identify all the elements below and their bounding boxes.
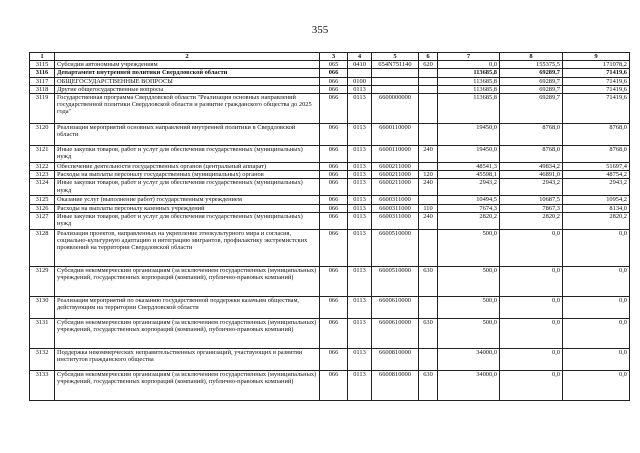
section-code: 0113 bbox=[348, 124, 372, 146]
table-row bbox=[30, 94, 630, 124]
amount-year-3: 0,0 bbox=[563, 348, 630, 370]
row-number: 3126 bbox=[30, 204, 55, 212]
column-header: 8 bbox=[500, 53, 563, 61]
expense-type-code bbox=[419, 85, 438, 93]
amount-year-1: 45598,1 bbox=[438, 171, 500, 179]
column-header: 7 bbox=[438, 53, 500, 61]
amount-year-2: 69289,7 bbox=[500, 69, 563, 77]
row-name: Субсидии некоммерческим организациям (за исключением государственных (муниципальных) учреждений, государственных корпораций (компаний), публично-правовых компаний) bbox=[55, 266, 320, 296]
row-number: 3127 bbox=[30, 212, 55, 229]
row-number: 3120 bbox=[30, 124, 55, 146]
amount-year-2: 2820,2 bbox=[500, 212, 563, 229]
expense-type-code bbox=[419, 196, 438, 204]
amount-year-2: 0,0 bbox=[500, 348, 563, 370]
amount-year-3: 51697,4 bbox=[563, 163, 630, 171]
row-name: Поддержка некоммерческих неправительственных организаций, участвующих в развитии институтов гражданского общества bbox=[55, 348, 320, 370]
target-article-code: 6600810000 bbox=[372, 348, 419, 370]
target-article-code: 6600211000 bbox=[372, 179, 419, 196]
amount-year-1: 113685,8 bbox=[438, 85, 500, 93]
amount-year-1: 19450,0 bbox=[438, 146, 500, 163]
target-article-code: 6600311000 bbox=[372, 196, 419, 204]
ministry-code: 066 bbox=[320, 94, 348, 124]
amount-year-3: 0,0 bbox=[563, 318, 630, 348]
table-row bbox=[30, 196, 630, 204]
row-number: 3131 bbox=[30, 318, 55, 348]
column-header: 3 bbox=[320, 53, 348, 61]
table-row bbox=[30, 212, 630, 229]
amount-year-3: 71419,6 bbox=[563, 77, 630, 85]
amount-year-3: 10954,2 bbox=[563, 196, 630, 204]
section-code: 0113 bbox=[348, 370, 372, 400]
table-row bbox=[30, 370, 630, 400]
amount-year-2: 7867,3 bbox=[500, 204, 563, 212]
amount-year-1: 500,0 bbox=[438, 229, 500, 266]
row-name: Реализация мероприятий основных направлений внутренней политики в Свердловской области bbox=[55, 124, 320, 146]
target-article-code: 6600311000 bbox=[372, 212, 419, 229]
row-number: 3124 bbox=[30, 179, 55, 196]
expense-type-code: 620 bbox=[419, 61, 438, 69]
row-number: 3125 bbox=[30, 196, 55, 204]
row-name: Субсидии некоммерческим организациям (за исключением государственных (муниципальных) учреждений, государственных корпораций (компаний), публично-правовых компаний) bbox=[55, 370, 320, 400]
row-number: 3115 bbox=[30, 61, 55, 69]
target-article-code bbox=[372, 85, 419, 93]
table-row bbox=[30, 318, 630, 348]
amount-year-2: 46891,0 bbox=[500, 171, 563, 179]
table-header-row bbox=[30, 53, 630, 61]
page-number: 355 bbox=[311, 24, 329, 36]
amount-year-1: 19450,0 bbox=[438, 124, 500, 146]
target-article-code: 654N751140 bbox=[372, 61, 419, 69]
expense-type-code bbox=[419, 296, 438, 318]
ministry-code: 066 bbox=[320, 171, 348, 179]
section-code: 0113 bbox=[348, 296, 372, 318]
amount-year-3: 71419,6 bbox=[563, 85, 630, 93]
amount-year-2: 69289,7 bbox=[500, 85, 563, 93]
ministry-code: 066 bbox=[320, 85, 348, 93]
section-code: 0113 bbox=[348, 171, 372, 179]
amount-year-1: 113685,8 bbox=[438, 77, 500, 85]
row-number: 3121 bbox=[30, 146, 55, 163]
table-row bbox=[30, 163, 630, 171]
row-name: Реализация мероприятий по оказанию государственной поддержки казачьим обществам, действующим на территории Свердловской области bbox=[55, 296, 320, 318]
amount-year-1: 2943,2 bbox=[438, 179, 500, 196]
expense-type-code bbox=[419, 77, 438, 85]
table-row bbox=[30, 204, 630, 212]
section-code: 0113 bbox=[348, 146, 372, 163]
amount-year-2: 155375,5 bbox=[500, 61, 563, 69]
amount-year-1: 7674,3 bbox=[438, 204, 500, 212]
target-article-code: 6600510000 bbox=[372, 229, 419, 266]
target-article-code: 6600510000 bbox=[372, 266, 419, 296]
row-name: Субсидии некоммерческим организациям (за исключением государственных (муниципальных) учреждений, государственных корпораций (компаний), публично-правовых компаний) bbox=[55, 318, 320, 348]
table-row bbox=[30, 124, 630, 146]
row-number: 3119 bbox=[30, 94, 55, 124]
amount-year-1: 2820,2 bbox=[438, 212, 500, 229]
expense-type-code: 630 bbox=[419, 370, 438, 400]
row-number: 3117 bbox=[30, 77, 55, 85]
amount-year-2: 10687,5 bbox=[500, 196, 563, 204]
table-row bbox=[30, 61, 630, 69]
target-article-code: 6600610000 bbox=[372, 296, 419, 318]
amount-year-3: 71419,6 bbox=[563, 69, 630, 77]
amount-year-1: 500,0 bbox=[438, 318, 500, 348]
amount-year-1: 48541,3 bbox=[438, 163, 500, 171]
row-name: Обеспечение деятельности государственных органов (центральный аппарат) bbox=[55, 163, 320, 171]
ministry-code: 066 bbox=[320, 204, 348, 212]
row-name: Иные закупки товаров, работ и услуг для обеспечения государственных (муниципальных) нужд bbox=[55, 212, 320, 229]
column-header: 4 bbox=[348, 53, 372, 61]
table-row bbox=[30, 69, 630, 77]
column-header: 5 bbox=[372, 53, 419, 61]
ministry-code: 066 bbox=[320, 196, 348, 204]
column-header: 9 bbox=[563, 53, 630, 61]
target-article-code: 6600810000 bbox=[372, 370, 419, 400]
row-number: 3116 bbox=[30, 69, 55, 77]
row-name: Другие общегосударственные вопросы bbox=[55, 85, 320, 93]
expense-type-code: 120 bbox=[419, 171, 438, 179]
target-article-code: 6600311000 bbox=[372, 204, 419, 212]
ministry-code: 066 bbox=[320, 266, 348, 296]
amount-year-2: 2943,2 bbox=[500, 179, 563, 196]
ministry-code: 066 bbox=[320, 163, 348, 171]
section-code: 0113 bbox=[348, 163, 372, 171]
row-number: 3128 bbox=[30, 229, 55, 266]
amount-year-3: 0,0 bbox=[563, 229, 630, 266]
section-code bbox=[348, 69, 372, 77]
column-header: 6 bbox=[419, 53, 438, 61]
expense-type-code: 240 bbox=[419, 212, 438, 229]
section-code: 0113 bbox=[348, 318, 372, 348]
expense-type-code bbox=[419, 229, 438, 266]
target-article-code: 6600000000 bbox=[372, 94, 419, 124]
section-code: 0113 bbox=[348, 179, 372, 196]
target-article-code: 6600110000 bbox=[372, 124, 419, 146]
section-code: 0113 bbox=[348, 212, 372, 229]
ministry-code: 066 bbox=[320, 212, 348, 229]
ministry-code: 066 bbox=[320, 146, 348, 163]
amount-year-1: 34000,0 bbox=[438, 370, 500, 400]
expense-type-code: 110 bbox=[419, 204, 438, 212]
section-code: 0113 bbox=[348, 85, 372, 93]
expense-type-code: 630 bbox=[419, 318, 438, 348]
target-article-code: 6600211000 bbox=[372, 171, 419, 179]
amount-year-2: 49834,2 bbox=[500, 163, 563, 171]
expense-type-code bbox=[419, 69, 438, 77]
amount-year-1: 500,0 bbox=[438, 266, 500, 296]
expense-type-code bbox=[419, 163, 438, 171]
expense-type-code: 240 bbox=[419, 146, 438, 163]
amount-year-2: 8768,0 bbox=[500, 146, 563, 163]
row-name: Государственная программа Свердловской области "Реализация основных направлений государственной политики Свердловской области и развитие гражданского общества до 2025 года" bbox=[55, 94, 320, 124]
amount-year-1: 113685,8 bbox=[438, 69, 500, 77]
amount-year-3: 171078,2 bbox=[563, 61, 630, 69]
amount-year-3: 0,0 bbox=[563, 296, 630, 318]
amount-year-1: 500,0 bbox=[438, 296, 500, 318]
table-row bbox=[30, 179, 630, 196]
amount-year-2: 8768,0 bbox=[500, 124, 563, 146]
table-row bbox=[30, 229, 630, 266]
amount-year-1: 10494,5 bbox=[438, 196, 500, 204]
amount-year-3: 8768,0 bbox=[563, 146, 630, 163]
row-name: ОБЩЕГОСУДАРСТВЕННЫЕ ВОПРОСЫ bbox=[55, 77, 320, 85]
row-name: Департамент внутренней политики Свердловской области bbox=[55, 69, 320, 77]
amount-year-1: 113685,8 bbox=[438, 94, 500, 124]
ministry-code: 066 bbox=[320, 370, 348, 400]
amount-year-2: 0,0 bbox=[500, 266, 563, 296]
amount-year-3: 2820,2 bbox=[563, 212, 630, 229]
target-article-code bbox=[372, 77, 419, 85]
ministry-code: 066 bbox=[320, 179, 348, 196]
section-code: 0113 bbox=[348, 229, 372, 266]
row-number: 3118 bbox=[30, 85, 55, 93]
section-code: 0100 bbox=[348, 77, 372, 85]
table-row bbox=[30, 146, 630, 163]
row-name: Реализация проектов, направленных на укрепление этнокультурного мира и согласия, социально-культурную адаптацию и интеграцию мигрантов, профилактику экстремистских проявлений на территории Свердловской области bbox=[55, 229, 320, 266]
amount-year-2: 0,0 bbox=[500, 296, 563, 318]
amount-year-1: 0,0 bbox=[438, 61, 500, 69]
table-row bbox=[30, 77, 630, 85]
amount-year-3: 8768,0 bbox=[563, 124, 630, 146]
row-name: Субсидии автономным учреждениям bbox=[55, 61, 320, 69]
amount-year-3: 48754,2 bbox=[563, 171, 630, 179]
table-row bbox=[30, 296, 630, 318]
column-header: 1 bbox=[30, 53, 55, 61]
expense-type-code bbox=[419, 348, 438, 370]
section-code: 0113 bbox=[348, 348, 372, 370]
expense-type-code: 240 bbox=[419, 179, 438, 196]
amount-year-3: 8134,0 bbox=[563, 204, 630, 212]
expense-type-code bbox=[419, 124, 438, 146]
amount-year-2: 0,0 bbox=[500, 318, 563, 348]
row-name: Расходы на выплаты персоналу казенных учреждений bbox=[55, 204, 320, 212]
ministry-code: 066 bbox=[320, 69, 348, 77]
section-code: 0113 bbox=[348, 94, 372, 124]
amount-year-1: 34000,0 bbox=[438, 348, 500, 370]
target-article-code: 6600110000 bbox=[372, 146, 419, 163]
section-code: 0410 bbox=[348, 61, 372, 69]
ministry-code: 066 bbox=[320, 318, 348, 348]
expense-type-code: 630 bbox=[419, 266, 438, 296]
row-name: Иные закупки товаров, работ и услуг для обеспечения государственных (муниципальных) нужд bbox=[55, 179, 320, 196]
row-number: 3133 bbox=[30, 370, 55, 400]
target-article-code: 6600610000 bbox=[372, 318, 419, 348]
amount-year-2: 69289,7 bbox=[500, 77, 563, 85]
row-number: 3122 bbox=[30, 163, 55, 171]
row-number: 3130 bbox=[30, 296, 55, 318]
ministry-code: 066 bbox=[320, 124, 348, 146]
table-body bbox=[30, 61, 630, 401]
section-code: 0113 bbox=[348, 196, 372, 204]
table-row bbox=[30, 85, 630, 93]
row-name: Иные закупки товаров, работ и услуг для обеспечения государственных (муниципальных) нужд bbox=[55, 146, 320, 163]
row-number: 3129 bbox=[30, 266, 55, 296]
amount-year-3: 71419,6 bbox=[563, 94, 630, 124]
ministry-code: 066 bbox=[320, 296, 348, 318]
ministry-code: 066 bbox=[320, 77, 348, 85]
table-row bbox=[30, 266, 630, 296]
expense-type-code bbox=[419, 94, 438, 124]
amount-year-2: 69289,7 bbox=[500, 94, 563, 124]
row-number: 3132 bbox=[30, 348, 55, 370]
amount-year-2: 0,0 bbox=[500, 229, 563, 266]
ministry-code: 065 bbox=[320, 61, 348, 69]
section-code: 0113 bbox=[348, 204, 372, 212]
table-row bbox=[30, 171, 630, 179]
amount-year-3: 0,0 bbox=[563, 370, 630, 400]
row-name: Расходы на выплаты персоналу государственных (муниципальных) органов bbox=[55, 171, 320, 179]
section-code: 0113 bbox=[348, 266, 372, 296]
target-article-code bbox=[372, 69, 419, 77]
target-article-code: 6600211000 bbox=[372, 163, 419, 171]
column-header: 2 bbox=[55, 53, 320, 61]
budget-table bbox=[29, 52, 630, 401]
table-row bbox=[30, 348, 630, 370]
amount-year-3: 2943,2 bbox=[563, 179, 630, 196]
ministry-code: 066 bbox=[320, 229, 348, 266]
amount-year-3: 0,0 bbox=[563, 266, 630, 296]
row-number: 3123 bbox=[30, 171, 55, 179]
row-name: Оказание услуг (выполнение работ) государственным учреждением bbox=[55, 196, 320, 204]
amount-year-2: 0,0 bbox=[500, 370, 563, 400]
ministry-code: 066 bbox=[320, 348, 348, 370]
